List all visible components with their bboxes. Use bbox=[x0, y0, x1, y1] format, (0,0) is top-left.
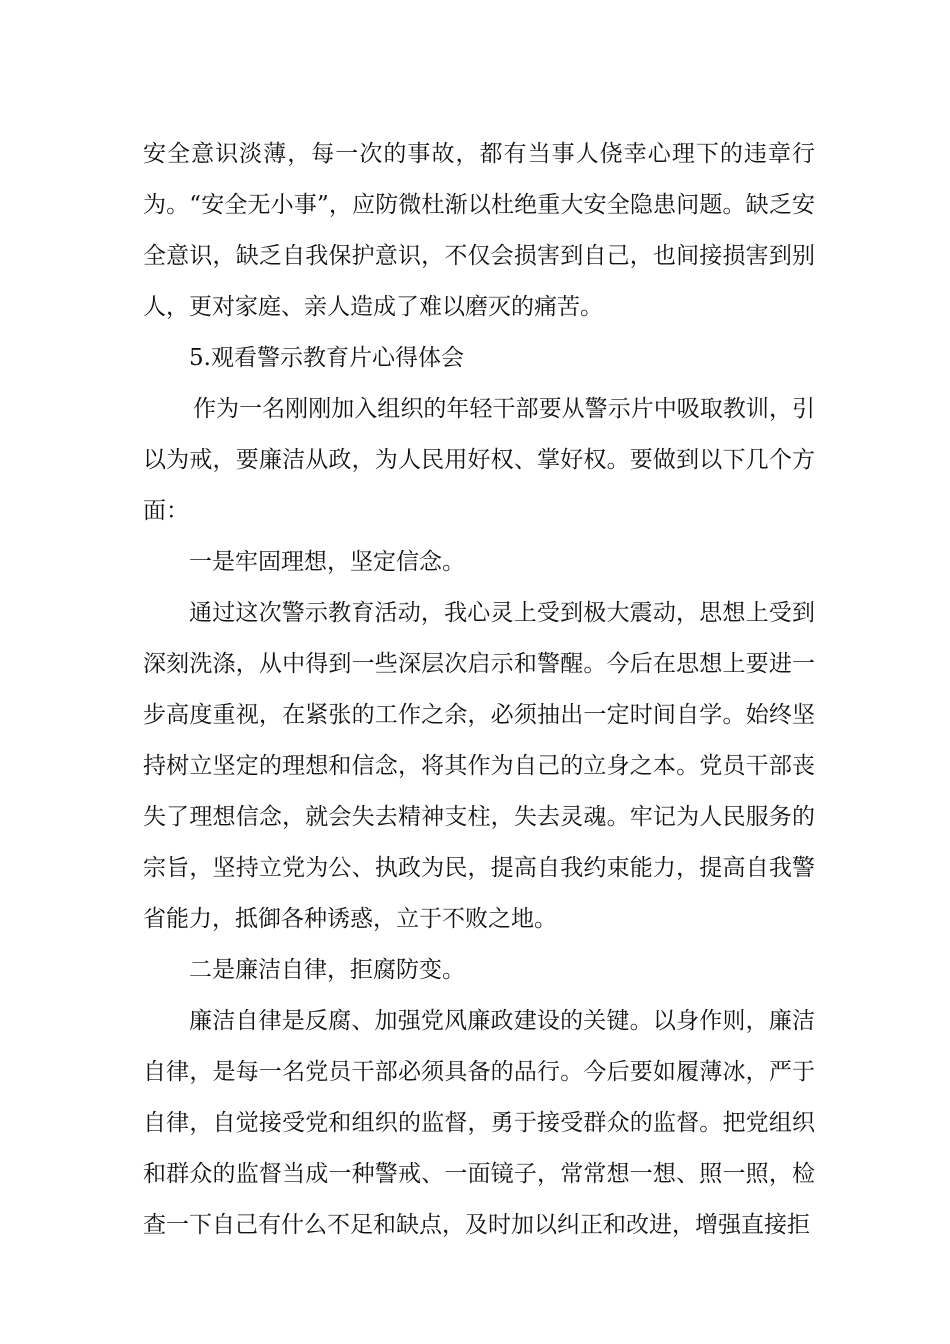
point-heading-2: 二是廉洁自律，拒腐防变。 bbox=[189, 957, 465, 983]
document-body bbox=[143, 129, 815, 1251]
paragraph-safety-awareness: 安全意识淡薄，每一次的事故，都有当事人侥幸心理下的违章行为。“安全无小事”，应防微杜渐以杜绝重大安全隐患问题。缺乏安全意识，缺乏自我保护意识，不仅会损害到自己，也间接损害到别人，更对家庭、亲人造成了难以磨灭的痛苦。 bbox=[143, 141, 815, 320]
paragraph-ideals: 通过这次警示教育活动，我心灵上受到极大震动，思想上受到深刻洗涤，从中得到一些深层次启示和警醒。今后在思想上要进一步高度重视，在紧张的工作之余，必须抽出一定时间自学。始终坚持树立坚定的理想和信念，将其作为自己的立身之本。党员干部丧失了理想信念，就会失去精神支柱，失去灵魂。牢记为人民服务的宗旨，坚持立党为公、执政为民，提高自我约束能力，提高自我警省能力，抵御各种诱惑，立于不败之地。 bbox=[143, 600, 815, 932]
point-heading-1: 一是牢固理想，坚定信念。 bbox=[189, 549, 465, 575]
paragraph-intro: 作为一名刚刚加入组织的年轻干部要从警示片中吸取教训，引以为戒，要廉洁从政，为人民用好权、掌好权。要做到以下几个方面： bbox=[143, 396, 815, 524]
paragraph-integrity: 廉洁自律是反腐、加强党风廉政建设的关键。以身作则，廉洁自律，是每一名党员干部必须具备的品行。今后要如履薄冰，严于自律，自觉接受党和组织的监督，勇于接受群众的监督。把党组织和群众的监督当成一种警戒、一面镜子，常常想一想、照一照，检查一下自己有什么不足和缺点，及时加以纠正和改进，增强直接拒 bbox=[143, 1008, 815, 1238]
section-heading-5: 5.观看警示教育片心得体会 bbox=[189, 345, 464, 371]
